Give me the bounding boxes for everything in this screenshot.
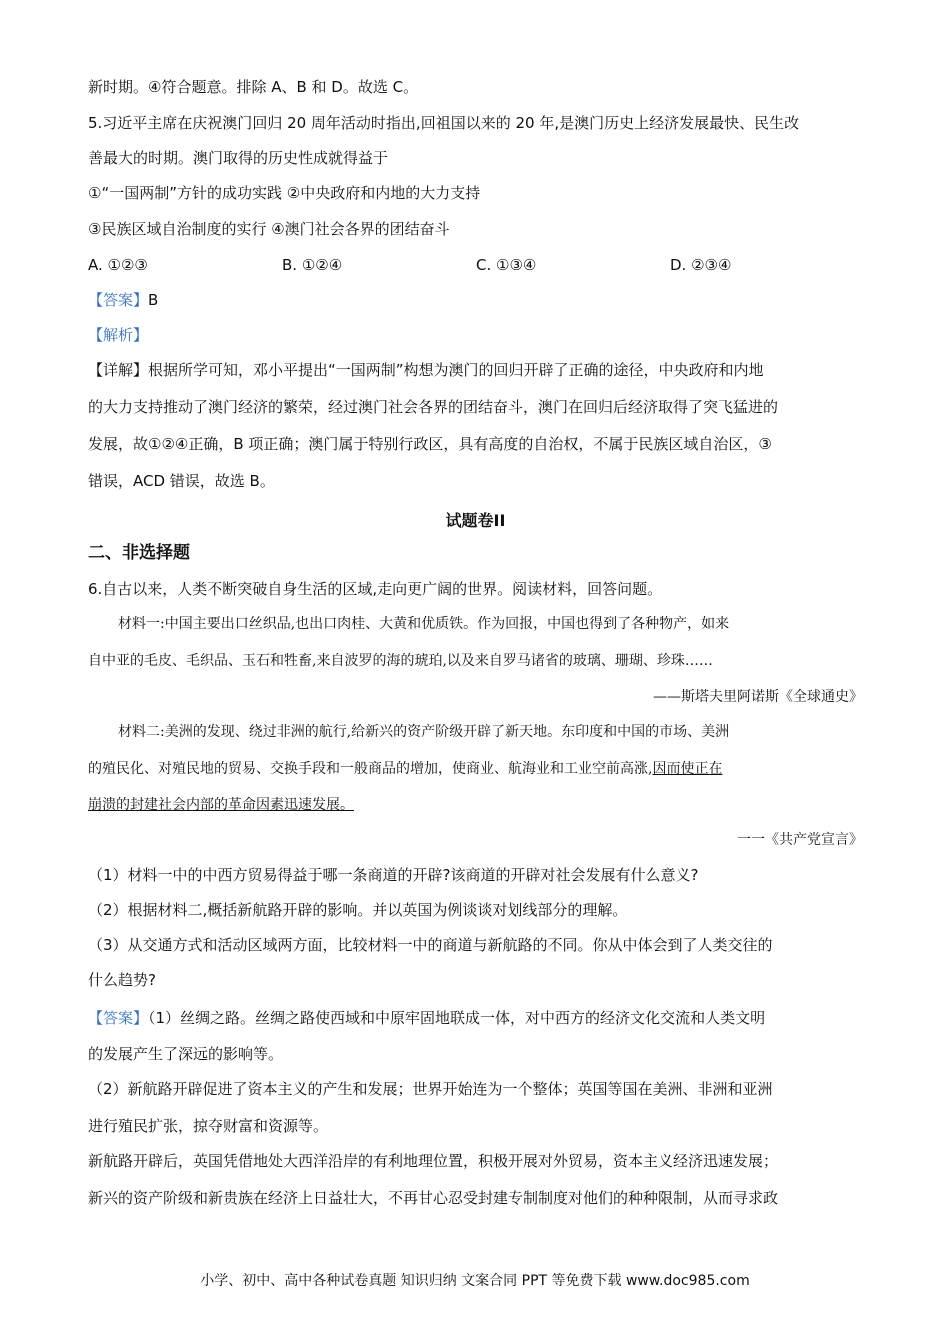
answer-line: （2）新航路开辟促进了资本主义的产生和发展；世界开始连为一个整体；英国等国在美洲、非洲和亚洲 [88,1080,773,1098]
underlined-text: 崩溃的封建社会内部的革命因素迅速发展。 [88,797,354,813]
option-c: C. ①③④ [476,256,537,274]
question-5-items: ①“一国两制”方针的成功实践 ②中央政府和内地的大力支持 [88,184,481,202]
material-2: 材料二:美洲的发现、绕过非洲的航行,给新兴的资产阶级开辟了新天地。东印度和中国的市场、美洲 [118,724,730,740]
detail-tag: 【详解】 [88,361,149,379]
answer-line: 进行殖民扩张，掠夺财富和资源等。 [88,1117,329,1135]
sub-question-3: 什么趋势? [88,971,156,989]
detail-line: 的大力支持推动了澳门经济的繁荣，经过澳门社会各界的团结奋斗，澳门在回归后经济取得了突飞猛进的 [88,398,779,416]
analysis-tag: 【解析】 [88,326,149,344]
question-5-stem: 5.习近平主席在庆祝澳门回归 20 周年活动时指出,回祖国以来的 20 年,是澳门历史上经济发展最快、民生改 [88,114,800,132]
material-1: 自中亚的毛皮、毛织品、玉石和牲畜,来自波罗的海的琥珀,以及来自罗马诸省的玻璃、珊瑚、珍珠…… [88,653,713,669]
answer-value: B [148,291,159,309]
answer-tag: 【答案】 [88,291,149,309]
detail-line: 错误，ACD 错误，故选 B。 [88,472,275,490]
text-line: 善最大的时期。澳门取得的历史性成就得益于 [88,149,389,167]
answer-line: 的发展产生了深远的影响等。 [88,1045,284,1063]
answer-tag: 【答案】 [88,1009,149,1027]
option-b: B. ①②④ [282,256,343,274]
detail-line [88,360,764,380]
part-title: 二、非选择题 [88,543,190,563]
answer-text: （1）丝绸之路。丝绸之路使西域和中原牢固地联成一体，对中西方的经济文化交流和人类文明 [148,1009,766,1027]
sub-question-1: （1）材料一中的中西方贸易得益于哪一条商道的开辟?该商道的开辟对社会发展有什么意义? [88,866,699,884]
text-line: 新时期。④符合题意。排除 A、B 和 D。故选 C。 [88,78,419,96]
answer-5 [88,290,158,310]
question-5-items: ③民族区域自治制度的实行 ④澳门社会各界的团结奋斗 [88,220,450,238]
question-6-stem: 6.自古以来，人类不断突破自身生活的区域,走向更广阔的世界。阅读材料，回答问题。 [88,580,663,598]
underlined-text: 因而使正在 [652,761,723,777]
material-1-source: ——斯塔夫里阿诺斯《全球通史》 [653,689,863,705]
sub-question-2: （2）根据材料二,概括新航路开辟的影响。并以英国为例谈谈对划线部分的理解。 [88,901,628,919]
material-1: 材料一:中国主要出口丝织品,也出口肉桂、大黄和优质铁。作为回报，中国也得到了各种物产，如来 [118,616,730,632]
answer-line: 新航路开辟后，英国凭借地处大西洋沿岸的有利地理位置，积极开展对外贸易，资本主义经济迅速发展； [88,1152,779,1170]
detail-line: 发展，故①②④正确，B 项正确；澳门属于特别行政区，具有高度的自治权，不属于民族区域自治区，③ [88,435,772,453]
answer-6 [88,1008,765,1028]
sub-question-3: （3）从交通方式和活动区域两方面，比较材料一中的商道与新航路的不同。你从中体会到了人类交往的 [88,936,773,954]
detail-text: 根据所学可知，邓小平提出“一国两制”构想为澳门的回归开辟了正确的途径，中央政府和内地 [148,361,764,379]
material-2-source: 一一《共产党宣言》 [737,832,863,848]
material-2 [88,759,722,779]
material-2-text: 的殖民化、对殖民地的贸易、交换手段和一般商品的增加，使商业、航海业和工业空前高涨, [88,761,653,777]
answer-line: 新兴的资产阶级和新贵族在经济上日益壮大，不再甘心忍受封建专制制度对他们的种种限制，从而寻求政 [88,1189,779,1207]
section-title: 试题卷II [445,511,506,530]
option-d: D. ②③④ [670,256,732,274]
page-footer: 小学、初中、高中各种试卷真题 知识归纳 文案合同 PPT 等免费下载 www.doc985.com [200,1273,750,1289]
option-a: A. ①②③ [88,256,148,274]
